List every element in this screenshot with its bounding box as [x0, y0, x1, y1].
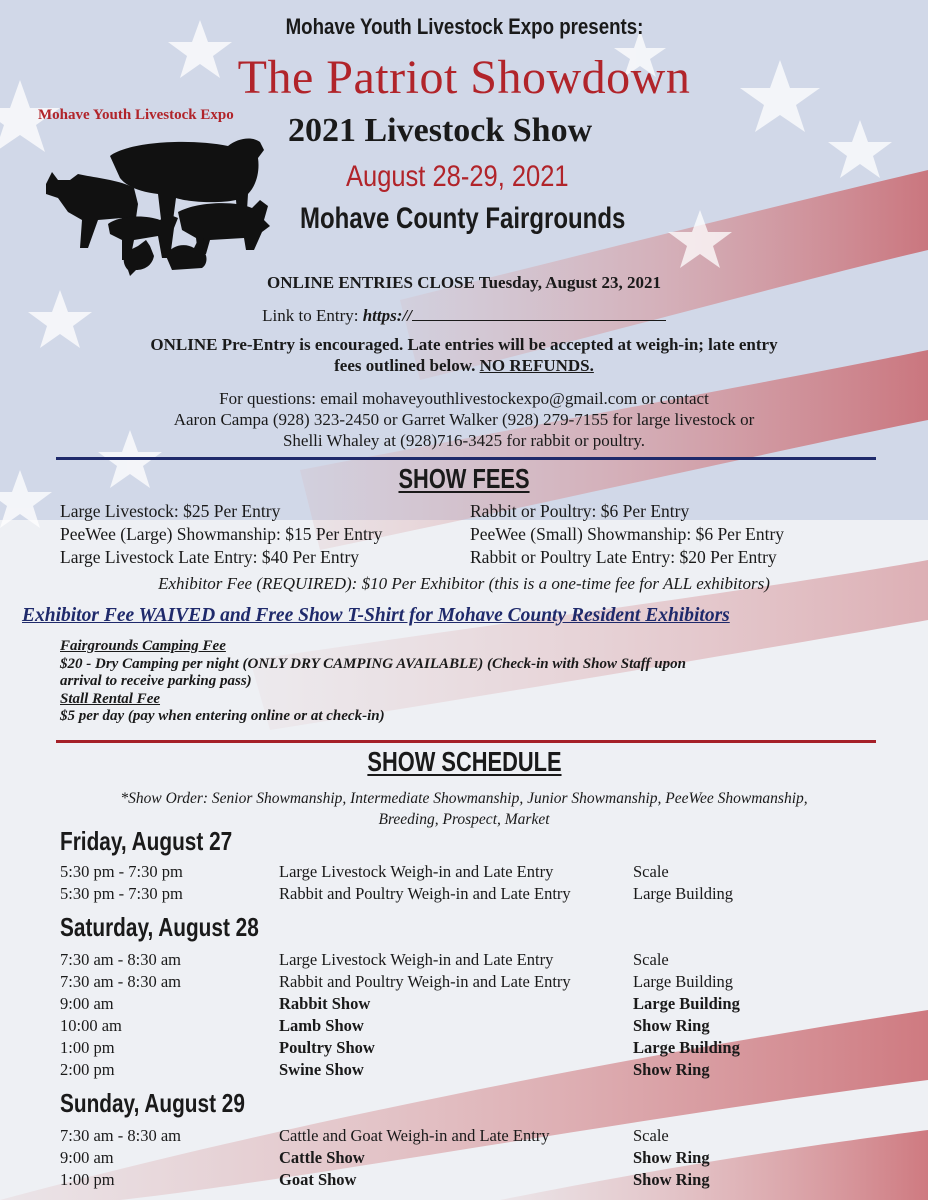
show-order-line2: Breeding, Prospect, Market	[378, 811, 550, 828]
preentry-line2: fees outlined below. NO REFUNDS.	[334, 356, 594, 375]
preentry-line1: ONLINE Pre-Entry is encouraged. Late entries will be accepted at weigh-in; late entry	[150, 335, 778, 354]
fee-row: Large Livestock Late Entry: $40 Per Entry Rabbit or Poultry Late Entry: $20 Per Entry	[60, 547, 777, 567]
stall-title: Stall Rental Fee	[60, 690, 161, 707]
schedule-row: 1:00 pm Goat Show Show Ring	[60, 1170, 710, 1189]
preentry-notice	[0, 334, 928, 376]
schedule-row: 9:00 am Rabbit Show Large Building	[60, 994, 740, 1013]
event-title: The Patriot Showdown	[237, 51, 691, 104]
day-heading: Saturday, August 28	[60, 912, 259, 942]
entries-close-notice: ONLINE ENTRIES CLOSE Tuesday, August 23, 2021	[267, 273, 661, 292]
contact-line1: For questions: email mohaveyouthlivestockexpo@gmail.com or contact	[219, 389, 709, 408]
day-heading: Sunday, August 29	[60, 1088, 245, 1118]
show-order-line1: *Show Order: Senior Showmanship, Intermediate Showmanship, Junior Showmanship, PeeWee Showmanship,	[120, 790, 808, 807]
schedule-row: 7:30 am - 8:30 am Large Livestock Weigh-in and Late Entry Scale	[60, 950, 669, 969]
schedule-row: 5:30 pm - 7:30 pm Large Livestock Weigh-in and Late Entry Scale	[60, 862, 669, 881]
stall-line: $5 per day (pay when entering online or at check-in)	[60, 708, 385, 724]
divider	[56, 740, 876, 743]
entry-link-line	[0, 306, 928, 326]
show-dates: August 28-29, 2021	[346, 160, 569, 193]
venue: Mohave County Fairgrounds	[300, 202, 626, 235]
fee-row: PeeWee (Large) Showmanship: $15 Per Entry PeeWee (Small) Showmanship: $6 Per Entry	[60, 524, 785, 544]
waived-notice: Exhibitor Fee WAIVED and Free Show T-Shirt for Mohave County Resident Exhibitors	[22, 605, 730, 626]
contact-info	[0, 388, 928, 451]
presents-line: Mohave Youth Livestock Expo presents:	[285, 14, 643, 39]
entry-link[interactable]: https://	[362, 306, 412, 325]
entry-link-blank	[412, 306, 666, 321]
schedule-row: 1:00 pm Poultry Show Large Building	[60, 1038, 740, 1057]
logo-text: Mohave Youth Livestock Expo	[38, 107, 234, 123]
schedule-row: 5:30 pm - 7:30 pm Rabbit and Poultry Weigh-in and Late Entry Large Building	[60, 884, 734, 903]
camping-line2: arrival to receive parking pass)	[60, 673, 252, 689]
schedule-row: 10:00 am Lamb Show Show Ring	[60, 1016, 710, 1035]
schedule-row: 7:30 am - 8:30 am Cattle and Goat Weigh-in and Late Entry Scale	[60, 1126, 669, 1145]
fees-table	[60, 500, 880, 569]
camping-line1: $20 - Dry Camping per night (ONLY DRY CAMPING AVAILABLE) (Check-in with Show Staff upon	[60, 655, 686, 672]
entry-link-label: Link to Entry:	[262, 306, 363, 325]
schedule-row: 7:30 am - 8:30 am Rabbit and Poultry Weigh-in and Late Entry Large Building	[60, 972, 734, 991]
livestock-silhouette-logo	[38, 128, 278, 278]
no-refunds: NO REFUNDS.	[479, 356, 594, 375]
fee-row: Large Livestock: $25 Per Entry Rabbit or Poultry: $6 Per Entry	[60, 501, 690, 521]
schedule-row: 2:00 pm Swine Show Show Ring	[60, 1060, 710, 1079]
divider	[56, 457, 876, 460]
show-fees-heading: SHOW FEES	[398, 463, 530, 494]
contact-line2: Aaron Campa (928) 323-2450 or Garret Walker (928) 279-7155 for large livestock or	[173, 410, 755, 429]
show-subtitle: 2021 Livestock Show	[288, 112, 593, 149]
camping-title: Fairgrounds Camping Fee	[60, 638, 226, 654]
show-schedule-heading: SHOW SCHEDULE	[366, 746, 562, 777]
day-heading: Friday, August 27	[60, 826, 233, 856]
camping-stall-fees	[60, 638, 860, 726]
show-order	[0, 788, 928, 830]
exhibitor-fee: Exhibitor Fee (REQUIRED): $10 Per Exhibitor (this is a one-time fee for ALL exhibitors)	[158, 574, 770, 593]
contact-line3: Shelli Whaley at (928)716-3425 for rabbit or poultry.	[282, 431, 646, 450]
schedule-row: 9:00 am Cattle Show Show Ring	[60, 1148, 710, 1167]
